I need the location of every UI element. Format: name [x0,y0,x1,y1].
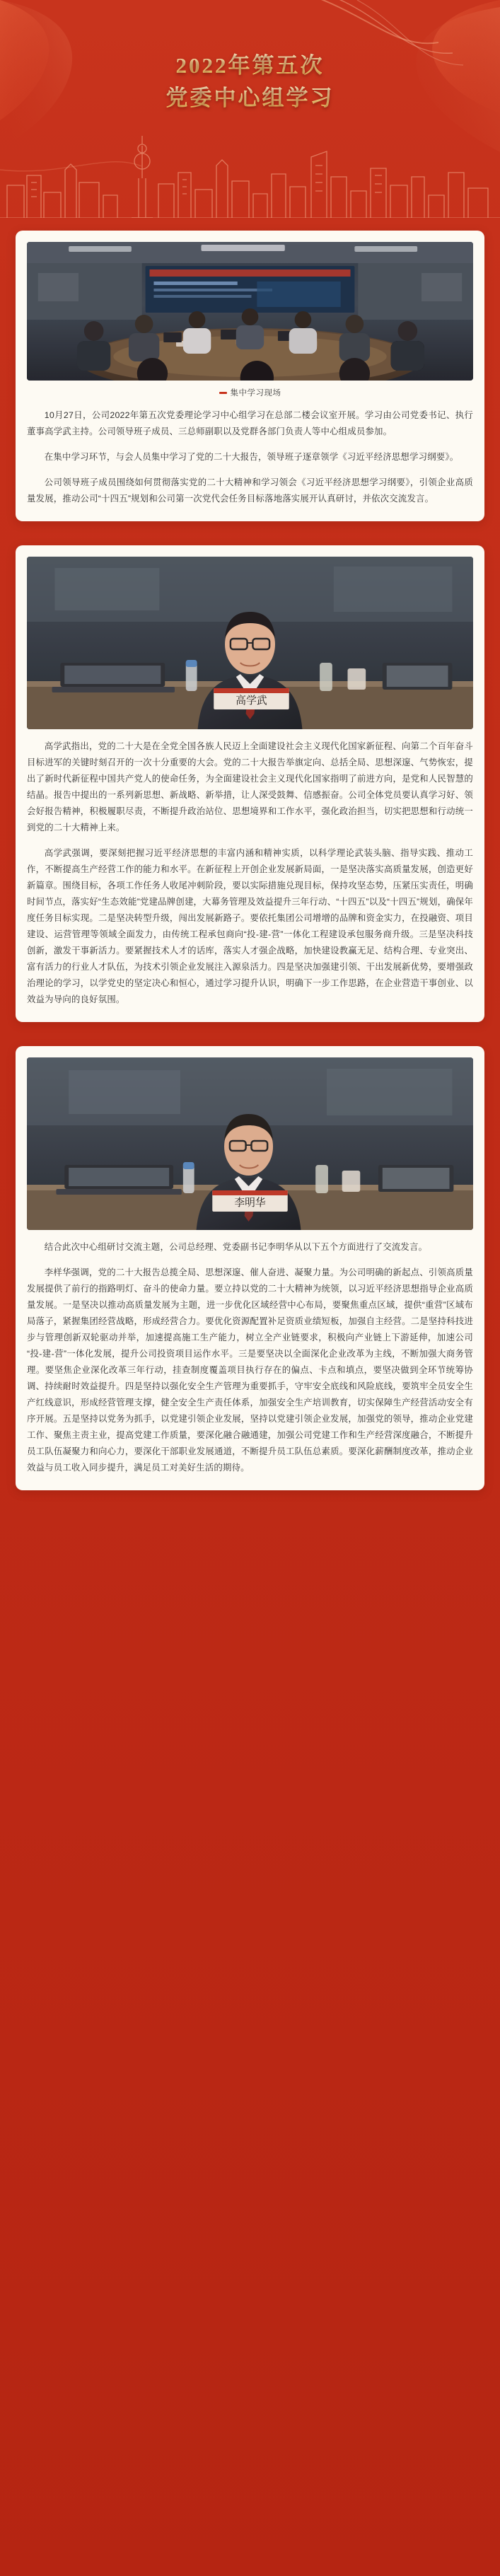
leader1-photo-wrap [27,557,473,729]
meeting-photo [27,242,473,381]
leader1-paragraph-2: 高学武强调，要深刻把握习近平经济思想的丰富内涵和精神实质，以科学理论武装头脑、指导实践、推动工作，不断提高生产经营工作的能力和水平。在新征程上开创企业发展新局面，一是坚决落实高质量发展，创造更好新篇章。围绕目标，各项工作任务人收尾冲刺阶段，要以实际措施兑现目标，保持攻坚态势，压紧压实责任，明确时间节点，落实好“生态效能”党建品牌创建，大幕务管理及效益提升三年行动、“十四五”以及“十四五”规划，确保年度任务目标实现。二是坚决转型升级，闯出发展新路子。要依托集团公司增增的品牌和资金实力，在投融资、项目建设、运营管理等领域全面发力，由传统工程承包商向“投-建-营”一体化工程建设承包服务商升级。三是坚决科技创新，激发干事新活力。要紧握技术人才的话库，落实人才强企战略，加快建设教赢无足、结构合理、专业突出、富有活力的行业人才队伍，为技术引领企业发展注入源泉活力。四是坚决加强建引领、干出发展新优势，要增强政治理论的学习，以学党史的坚定决心和恒心，通过学习提升认识，明确下一步工作思路，在企业营造干事创业、以效益为导向的良好氛围。 [27,848,473,1004]
leader2-photo-wrap [27,1057,473,1230]
section-card-leader-liminghua [16,1046,484,1490]
leader2-paragraph-1: 李样华强调，党的二十大报告总揽全局、思想深邃、催人奋进、凝聚力量。为公司明确的新起点、引领高质量发展提供了前行的指路明灯、奋斗的使命力量。要立持以党的二十大精神为统领，以习近平经济思想指导企业高质量发展。一是坚决以推动高质量发展为主题，进一步优化区域经营中心布局，要聚焦重点区域，提供“重营”区域布局落子，紧握集团经营战略，形成经营合力。要优化资源配置补足资质业绩短板，加强自主经营。二是坚持科技进步与管理创新双轮驱动并举，加速提高施工生产能力，树立全产业链要求，积极向产业链上下游延伸，加速公司“投-建-营”一体化发展，提升公司投资项目运作水平。三是要坚决以全面深化企业改革为主线，不断加强大商务管理。要坚焦企业深化改革三年行动，挂查制度覆盖项目执行存在的偏点、卡点和填点，要坚决做到全环节统筹协调、持续耐时效益提升。四是坚持以强化安全生产管理为重要抓手，守牢安全底线和风险底线，要筑牢全员安全生产红线意识，形成经营管理支撑，健全安全生产责任体系，加强安全生产培训教育，切实保障生产经营活动安全有序开展。五是坚持以党务为抓手，以党建引领企业发展，坚持以党建引领企业发展，加强党的领导，推动企业党建工作、聚焦主责主业，提高党建工作质量，要深化融合融通建，加强公司党建工作和生产经营深度融合，不断提升员工队伍凝聚力和向心力，要深化干部职业发展通道，不断提升员工队伍总素质。要深化薪酬制度改革，推动企业效益与员工收入同步提升，满足员工对美好生活的期待。 [27,1267,473,1473]
caption-text: 集中学习现场 [230,389,281,398]
page-title-line2: 党委中心组学习 [0,82,500,115]
section-card-leader-gaoxuewu [16,545,484,1022]
meeting-paragraph-2: 在集中学习环节，与会人员集中学习了党的二十大报告，领导班子逐章领学《习近平经济思想学习纲要》。 [44,452,459,462]
leader1-paragraph-1: 高学武指出，党的二十大是在全党全国各族人民迈上全面建设社会主义现代化国家新征程、向第二个百年奋斗目标进军的关键时刻召开的一次十分重要的大会。党的二十大报告举旗定向、总括全局、思想深邃、气势恢宏，提出了新时代新征程中国共产党人的使命任务，为全面建设社会主义现代化国家指明了前进方向，是党和人民智慧的结晶。报告中提出的一系列新思想、新战略、新举措，让人深受鼓舞、信感振奋。公司全体党员要认真学习好、领会好报告精神，积极履职尽责，不断提升政治站位、思想境界和工作水平，强化政治担当，切实把思想和行动统一到党的二十大精神上来。 [27,741,473,832]
meeting-photo-wrap [27,242,473,381]
meeting-photo-caption [27,387,473,398]
leader2-photo [27,1057,473,1230]
svg-text:李明华: 李明华 [234,1197,266,1209]
city-skyline-decoration [0,133,500,218]
caption-bar-icon [219,392,227,394]
section-card-meeting [16,231,484,521]
leader1-photo [27,557,473,729]
bottom-spacer [0,1514,500,1543]
meeting-paragraph-1: 10月27日，公司2022年第五次党委理论学习中心组学习在总部二楼会议室开展。学习由公司党委书记、执行董事高学武主持。公司领导班子成员、三总师副职以及党群各部门负责人等中心组成员参加。 [27,410,473,436]
page-title-line1: 2022年第五次 [0,50,500,82]
meeting-paragraph-3: 公司领导班子成员围绕如何贯彻落实党的二十大精神和学习领会《习近平经济思想学习纲要》，引领企业高质量发展，推动公司“十四五”规划和公司第一次党代会任务目标落地落实展开认真研讨，并依次交流发言。 [27,477,473,504]
leader2-intro-paragraph: 结合此次中心组研讨交流主题，公司总经理、党委副书记李明华从以下五个方面进行了交流发言。 [44,1242,428,1252]
svg-text:高学武: 高学武 [236,695,267,707]
page-header [0,0,500,115]
